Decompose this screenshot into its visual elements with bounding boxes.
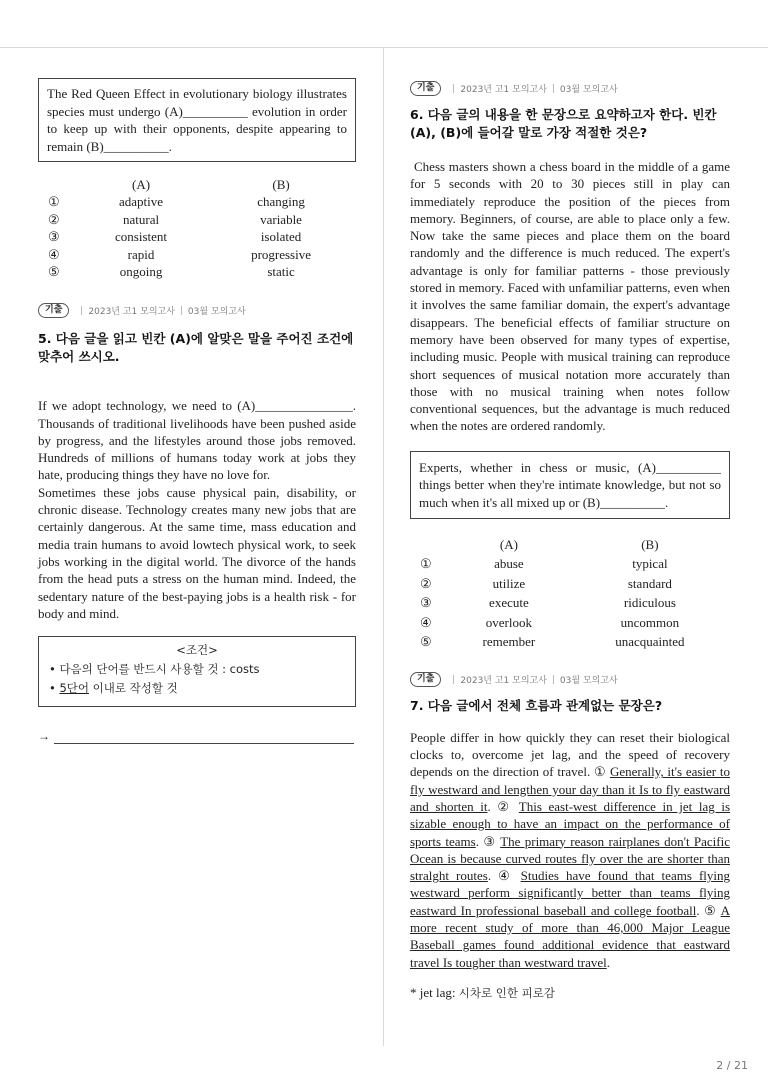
- option-number[interactable]: ①: [420, 556, 432, 571]
- answer-field[interactable]: [38, 729, 356, 744]
- options-header: [38, 176, 356, 194]
- options-header: [410, 535, 730, 554]
- option-b: changing: [257, 194, 305, 210]
- option-a: execute: [489, 595, 529, 610]
- sentence-1: Generally, it's easier to fly westward and lengthen your day than it Is to fly eastward and shorten it: [410, 764, 731, 814]
- option-number[interactable]: ④: [420, 614, 432, 630]
- option-a: abuse: [494, 556, 524, 571]
- option-number[interactable]: ④: [48, 246, 60, 262]
- option-b: unacquainted: [615, 634, 685, 649]
- option-row[interactable]: [38, 194, 356, 212]
- option-row[interactable]: [410, 632, 730, 652]
- tag-badge: 기출: [38, 303, 69, 318]
- question-meta: [38, 303, 356, 318]
- sentence-4-number[interactable]: ④: [498, 868, 514, 884]
- option-number[interactable]: ⑤: [420, 634, 432, 649]
- option-a: adaptive: [119, 194, 164, 210]
- option-b: standard: [627, 575, 672, 591]
- option-a: overlook: [485, 614, 532, 630]
- option-a: consistent: [115, 229, 168, 245]
- option-b: static: [267, 264, 295, 280]
- option-b: uncommon: [620, 614, 680, 630]
- exam-month: 03월 모의고사: [559, 675, 618, 686]
- option-a: rapid: [127, 246, 155, 262]
- arrow-icon: →: [38, 729, 50, 744]
- question-title: 7. 다음 글에서 전체 흐름과 관계없는 문장은?: [410, 697, 663, 713]
- exam-month: 03월 모의고사: [559, 85, 618, 95]
- condition-box: [38, 636, 356, 707]
- answer-options: [38, 176, 356, 281]
- sentence-2-number[interactable]: ②: [497, 798, 513, 814]
- option-row[interactable]: [38, 264, 356, 282]
- option-row[interactable]: [410, 613, 730, 633]
- column-divider: [383, 48, 384, 1046]
- question-passage: [410, 158, 730, 435]
- option-a: remember: [482, 634, 536, 649]
- header-a: (A): [499, 536, 518, 552]
- exam-year: 2023년 고1 모의고사: [460, 675, 547, 686]
- sentence-2: This east-west difference in jet lag is sizable enough to have an impact on the performance of sports teams: [410, 798, 731, 849]
- tag-badge: 기출: [410, 81, 441, 96]
- sentence-3: The primary reason rairplanes don't Pacific Ocean is because curved routes fly over the are shorter than stralght routes: [410, 833, 730, 884]
- summary-box: [38, 78, 356, 162]
- question-title: 5. 다음 글을 읽고 빈칸 (A)에 알맞은 말을 주어진 조건에 맞추어 쓰시오.: [38, 331, 354, 364]
- option-a: utilize: [492, 575, 526, 591]
- option-b: variable: [260, 211, 302, 227]
- option-row[interactable]: [38, 211, 356, 229]
- passage-text: Chess masters shown a chess board in the middle of a game for 5 seconds with 20 to 30 pieces still in play can immediately reproduce the position of the pieces from memory. Beginners, of course, are able to place only a few. Now take the same pieces and place them on the board randomly and the difference is much reduced. The expert's advantage is only for familiar patterns - those previously stored in memory. Faced with unfamiliar patterns, even when it involves the same familiar domain, the expert's advantage disappears. The beneficial effects of familiar structure on memory have been observed for many types of expertise, including music. People with musical training can reproduce short sequences of musical notation more accurately than those with no musical training when notes follow conventional sequences, but the advantage is much reduced when the notes are ordered randomly.: [410, 159, 730, 434]
- summary-text: The Red Queen Effect in evolutionary biology illustrates species must undergo (A)__________ evolution in order to keep up with their opponents, despite appearing to remain (B)__________.: [47, 86, 347, 154]
- option-row[interactable]: [410, 554, 730, 574]
- exam-year: 2023년 고1 모의고사: [460, 85, 547, 95]
- option-number[interactable]: ③: [420, 595, 432, 610]
- option-number[interactable]: ②: [420, 575, 432, 591]
- question-passage: [38, 380, 356, 622]
- answer-options: [410, 535, 730, 652]
- exam-year: 2023년 고1 모의고사: [88, 307, 175, 317]
- option-b: typical: [632, 556, 668, 571]
- footnote: * jet lag: 시차로 인한 피로감: [410, 984, 555, 1000]
- exam-month: 03월 모의고사: [187, 307, 246, 317]
- passage-text: If we adopt technology, we need to (A)_______________. Thousands of traditional livelihoods have been pushed aside by progress, and the lifestyles around those jobs removed. Hundreds of millions of humans today work at jobs they hate, producing things they have no love for. Sometimes these jobs cause physical pain, disability, or chronic disease. Technology creates many new jobs that are certainly dangerous. At the same time, mass education and media train humans to avoid lowtech physical work, to seek jobs working in the digital world. The divorce of the hands from the head puts a stress on the human mind. Indeed, the sedentary nature of the best-paying jobs is a health risk - for body and mind.: [38, 398, 356, 621]
- sentence-4: Studies have found that teams flying westward perform significantly better than teams flying eastward In professional baseball and college football: [410, 868, 730, 918]
- option-row[interactable]: [410, 593, 730, 613]
- option-row[interactable]: [38, 229, 356, 247]
- option-row[interactable]: [410, 574, 730, 594]
- page-number: 2 / 21: [716, 1059, 748, 1072]
- option-b: progressive: [251, 246, 311, 262]
- sentence-5: A more recent study of more than 46,000 Major League Baseball games found additional evidence that eastward travel Is tougher than westward travel: [410, 902, 730, 970]
- sentence-3-number[interactable]: ③: [483, 833, 497, 849]
- summary-box: [410, 451, 730, 520]
- option-number[interactable]: ③: [48, 229, 60, 245]
- option-b: isolated: [260, 229, 302, 245]
- passage-intro: People differ in how quickly they can reset their biological clocks to, overcome jet lag, and the speed of recovery depends on the direction of travel.: [410, 729, 730, 780]
- header-b: (B): [272, 176, 290, 192]
- answer-blank-line[interactable]: [54, 731, 354, 744]
- option-number[interactable]: ①: [48, 194, 60, 210]
- option-number[interactable]: ②: [48, 211, 60, 227]
- option-b: ridiculous: [623, 595, 676, 610]
- question-meta: [410, 81, 730, 96]
- left-column: [38, 78, 356, 744]
- tag-badge: 기출: [410, 672, 441, 687]
- condition-item: • 5단어 이내로 작성할 것: [49, 681, 178, 696]
- question-passage: People differ in how quickly they can reset their biological clocks to, overcome jet lag, and the speed of recovery depends on the direction of travel. ① Generally, it's easier to fly westward and lengthen your day than it Is to fly eastward and shorten it. ② This east-west difference in jet lag is sizable enough to have an impact on the performance of sports teams. ③ The primary reason rairplanes don't Pacific Ocean is because curved routes fly over the are shorter than stralght routes. ④ Studies have found that teams flying westward perform significantly better than teams flying eastward In professional baseball and college football. ⑤ A more recent study of more than 46,000 Major League Baseball games found additional evidence that eastward travel Is tougher than westward travel.: [410, 729, 731, 970]
- right-column: [410, 78, 730, 1001]
- option-row[interactable]: [38, 246, 356, 264]
- condition-item: • 다음의 단어를 반드시 사용할 것 : costs: [49, 662, 260, 677]
- question-title: 6. 다음 글의 내용을 한 문장으로 요약하고자 한다. 빈칸 (A), (B)에 들어갈 말로 가장 적절한 것은?: [410, 107, 717, 140]
- option-number[interactable]: ⑤: [48, 264, 60, 280]
- header-b: (B): [641, 536, 659, 552]
- sentence-5-number[interactable]: ⑤: [704, 902, 717, 918]
- header-rule: [0, 47, 768, 48]
- question-meta: [410, 672, 730, 687]
- header-a: (A): [132, 176, 151, 192]
- summary-text: Experts, whether in chess or music, (A)__________ things better when they're intimate knowledge, but not so much when it's all mixed up or (B)__________.: [419, 459, 721, 510]
- option-a: ongoing: [119, 264, 163, 280]
- sentence-1-number[interactable]: ①: [594, 764, 607, 780]
- option-a: natural: [122, 211, 160, 227]
- condition-title: <조건>: [176, 643, 218, 658]
